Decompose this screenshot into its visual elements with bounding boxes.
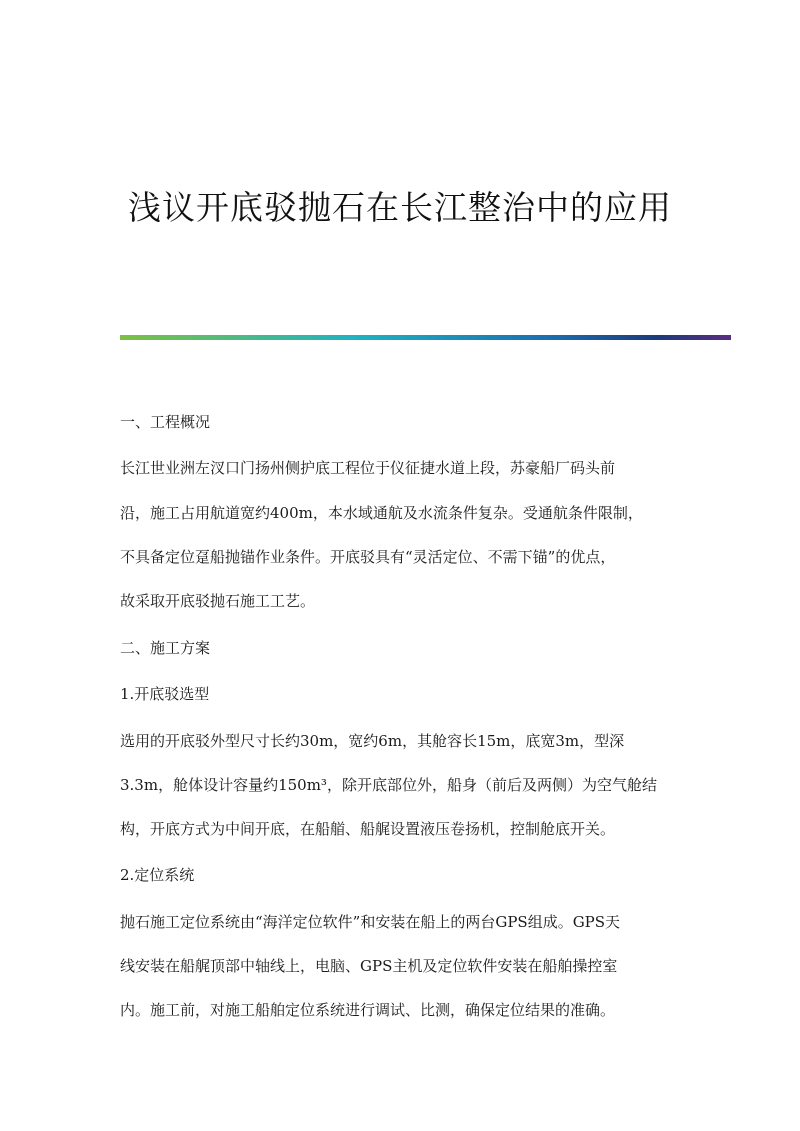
section-heading-overview: 一、工程概况: [120, 413, 211, 431]
paragraph-line: 长江世业洲左汊口门扬州侧护底工程位于仪征捷水道上段，苏豪船厂码头前: [120, 459, 616, 477]
paragraph-line: 选用的开底驳外型尺寸长约30m，宽约6m，其舱容长15m，底宽3m，型深: [120, 732, 625, 750]
paragraph-line: 线安装在船艉顶部中轴线上，电脑、GPS主机及定位软件安装在船舶操控室: [120, 957, 618, 975]
page-title: 浅议开底驳抛石在长江整治中的应用: [128, 188, 672, 227]
paragraph-line: 沿，施工占用航道宽约400m，本水域通航及水流条件复杂。受通航条件限制，: [120, 504, 643, 522]
paragraph-line: 抛石施工定位系统由“海洋定位软件”和安装在船上的两台GPS组成。GPS天: [120, 913, 621, 931]
subsection-heading-barge-selection: 1.开底驳选型: [120, 685, 210, 703]
paragraph-line: 故采取开底驳抛石施工工艺。: [120, 592, 316, 610]
paragraph-line: 不具备定位趸船抛锚作业条件。开底驳具有“灵活定位、不需下锚”的优点，: [120, 548, 616, 566]
subsection-heading-positioning-system: 2.定位系统: [120, 866, 195, 884]
paragraph-line: 构，开底方式为中间开底，在船艏、船艉设置液压卷扬机，控制舱底开关。: [120, 820, 616, 838]
paragraph-line: 3.3m，舱体设计容量约150m³，除开底部位外，船身（前后及两侧）为空气舱结: [120, 776, 657, 794]
paragraph-line: 内。施工前，对施工船舶定位系统进行调试、比测，确保定位结果的准确。: [120, 1001, 616, 1019]
title-divider: [120, 335, 731, 340]
section-heading-plan: 二、施工方案: [120, 639, 211, 657]
